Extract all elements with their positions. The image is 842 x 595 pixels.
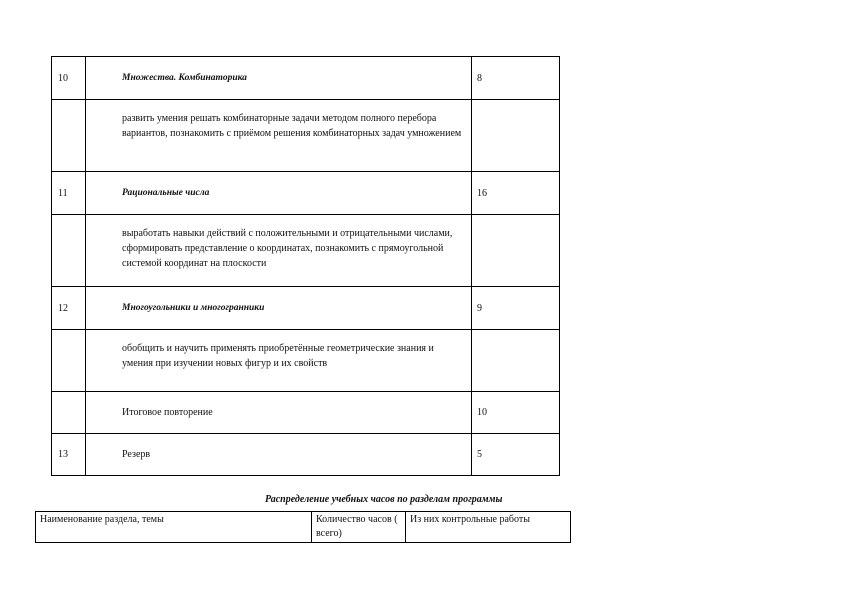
program-table: [51, 56, 560, 476]
hours-cell: 9: [472, 287, 560, 330]
section-caption: Распределение учебных часов по разделам программы: [265, 494, 503, 505]
column-header: Наименование раздела, темы: [36, 512, 312, 543]
hours-cell: 16: [472, 172, 560, 215]
hours-cell: 8: [472, 57, 560, 100]
row-number: [52, 392, 86, 434]
table-row: [52, 330, 560, 392]
hours-cell: 10: [472, 392, 560, 434]
table-row: [52, 172, 560, 215]
row-number: 11: [52, 172, 86, 215]
table-row: [52, 215, 560, 287]
empty-cell: [52, 330, 86, 392]
empty-cell: [472, 330, 560, 392]
empty-cell: [52, 100, 86, 172]
hours-cell: 5: [472, 434, 560, 476]
table-row: [52, 392, 560, 434]
empty-cell: [472, 215, 560, 287]
distribution-table: [35, 511, 571, 543]
table-row: [52, 100, 560, 172]
table-row: [52, 434, 560, 476]
table-header-row: [36, 512, 571, 543]
section-title: Резерв: [86, 434, 472, 476]
section-description: выработать навыки действий с положительными и отрицательными числами, сформировать представление о координатах, познакомить с прямоугольной системой координат на плоскости: [86, 215, 472, 287]
section-description: развить умения решать комбинаторные задачи методом полного перебора вариантов, познакомить с приёмом решения комбинаторных задач умножением: [86, 100, 472, 172]
column-header: Из них контрольные работы: [406, 512, 571, 543]
section-title: Рациональные числа: [86, 172, 472, 215]
empty-cell: [52, 215, 86, 287]
row-number: 12: [52, 287, 86, 330]
empty-cell: [472, 100, 560, 172]
table-row: [52, 287, 560, 330]
section-title: Многоугольники и многогранники: [86, 287, 472, 330]
section-title: Множества. Комбинаторика: [86, 57, 472, 100]
section-description: обобщить и научить применять приобретённые геометрические знания и умения при изучении новых фигур и их свойств: [86, 330, 472, 392]
table-row: [52, 57, 560, 100]
row-number: 10: [52, 57, 86, 100]
row-number: 13: [52, 434, 86, 476]
column-header: Количество часов ( всего): [312, 512, 406, 543]
section-title: Итоговое повторение: [86, 392, 472, 434]
